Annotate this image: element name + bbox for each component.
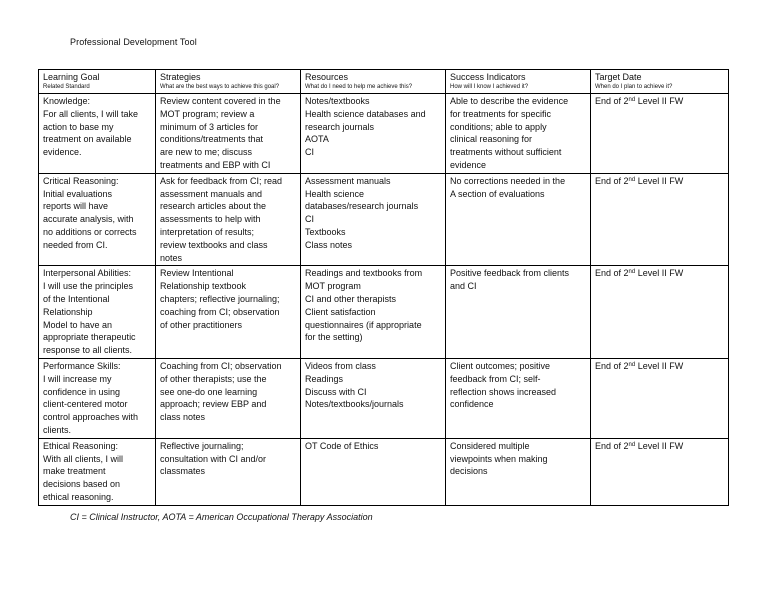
cell-line: Considered multiple bbox=[450, 440, 530, 451]
cell-line: and CI bbox=[450, 281, 477, 292]
learning-goal-cell bbox=[39, 173, 156, 266]
professional-development-table bbox=[38, 69, 729, 506]
success-indicators-cell bbox=[446, 358, 591, 438]
cell-line: feedback from CI; self- bbox=[450, 373, 541, 384]
cell-line: decisions bbox=[450, 466, 488, 477]
subheader-resources: What do I need to help me achieve this? bbox=[301, 83, 446, 94]
target-date-ordinal: nd bbox=[628, 361, 636, 368]
cell-line: Textbooks bbox=[305, 226, 346, 237]
cell-line: conditions; able to apply bbox=[450, 121, 547, 132]
header-success-indicators: Success Indicators bbox=[446, 70, 591, 84]
header-target-date: Target Date bbox=[591, 70, 729, 84]
cell-line: I will increase my bbox=[43, 373, 112, 384]
cell-line: coaching from CI; observation bbox=[160, 306, 280, 317]
success-indicators-cell bbox=[446, 94, 591, 174]
success-indicators-cell bbox=[446, 266, 591, 359]
cell-line: Knowledge: bbox=[43, 96, 91, 106]
header-learning-goal: Learning Goal bbox=[39, 70, 156, 84]
resources-cell bbox=[301, 358, 446, 438]
cell-line: evidence bbox=[450, 159, 487, 170]
cell-line: interpretation of results; bbox=[160, 226, 255, 237]
cell-line: assessment manuals and bbox=[160, 188, 263, 199]
cell-line: OT Code of Ethics bbox=[305, 440, 379, 451]
strategies-cell bbox=[156, 94, 301, 174]
target-date-ordinal: nd bbox=[628, 441, 636, 448]
cell-line: Reflective journaling; bbox=[160, 440, 244, 451]
target-date-suffix: Level II FW bbox=[635, 440, 684, 451]
target-date-ordinal: nd bbox=[628, 97, 636, 103]
resources-cell bbox=[301, 94, 446, 174]
table-row bbox=[39, 358, 729, 438]
cell-line: see one-do one learning bbox=[160, 386, 258, 397]
cell-line: Videos from class bbox=[305, 360, 376, 371]
success-indicators-cell bbox=[446, 438, 591, 505]
target-date-cell bbox=[591, 266, 729, 359]
target-date-prefix: End of 2 bbox=[595, 268, 629, 279]
cell-line: viewpoints when making bbox=[450, 453, 548, 464]
cell-line: MOT program bbox=[305, 281, 361, 292]
cell-line: response to all clients. bbox=[43, 345, 133, 356]
cell-line: databases/research journals bbox=[305, 201, 419, 212]
target-date-text bbox=[595, 95, 725, 108]
target-date-ordinal: nd bbox=[628, 176, 636, 183]
resources-cell bbox=[301, 438, 446, 505]
learning-goal-cell bbox=[39, 358, 156, 438]
strategies-cell bbox=[156, 266, 301, 359]
cell-line: action to base my bbox=[43, 121, 114, 132]
cell-line: Review Intentional bbox=[160, 268, 234, 279]
cell-line: research articles about the bbox=[160, 201, 267, 212]
target-date-text bbox=[595, 175, 725, 188]
success-indicators-cell bbox=[446, 173, 591, 266]
cell-line: Relationship bbox=[43, 306, 93, 317]
table-row bbox=[39, 173, 729, 266]
cell-line: treatments without sufficient bbox=[450, 147, 562, 158]
cell-line: class notes bbox=[160, 412, 206, 423]
cell-line: No corrections needed in the bbox=[450, 175, 566, 186]
cell-line: Health science databases and bbox=[305, 108, 426, 119]
cell-line: needed from CI. bbox=[43, 239, 108, 250]
cell-line: Readings bbox=[305, 373, 344, 384]
cell-line: A section of evaluations bbox=[450, 188, 545, 199]
strategies-cell bbox=[156, 173, 301, 266]
footnote: CI = Clinical Instructor, AOTA = American Occupational Therapy Association bbox=[70, 512, 373, 522]
cell-line: Review content covered in the bbox=[160, 96, 281, 106]
cell-line: for the setting) bbox=[305, 332, 363, 343]
cell-line: AOTA bbox=[305, 134, 329, 145]
cell-line: Notes/textbooks/journals bbox=[305, 399, 404, 410]
cell-line: Performance Skills: bbox=[43, 360, 121, 371]
cell-line: treatment on available bbox=[43, 134, 132, 145]
strategies-cell bbox=[156, 438, 301, 505]
cell-line: of other practitioners bbox=[160, 319, 243, 330]
cell-line: clinical reasoning for bbox=[450, 134, 533, 145]
target-date-prefix: End of 2 bbox=[595, 96, 629, 106]
cell-line: Assessment manuals bbox=[305, 175, 391, 186]
target-date-suffix: Level II FW bbox=[635, 175, 684, 186]
cell-line: of the Intentional bbox=[43, 293, 110, 304]
cell-line: MOT program; review a bbox=[160, 108, 255, 119]
cell-line: ethical reasoning. bbox=[43, 491, 114, 502]
cell-line: review textbooks and class bbox=[160, 239, 268, 250]
learning-goal-cell bbox=[39, 94, 156, 174]
cell-line: Coaching from CI; observation bbox=[160, 360, 282, 371]
cell-line: Critical Reasoning: bbox=[43, 175, 119, 186]
header-row bbox=[39, 70, 729, 84]
cell-line: chapters; reflective journaling; bbox=[160, 293, 280, 304]
cell-line: Relationship textbook bbox=[160, 281, 247, 292]
target-date-suffix: Level II FW bbox=[635, 96, 684, 106]
target-date-suffix: Level II FW bbox=[635, 360, 684, 371]
cell-line: classmates bbox=[160, 466, 206, 477]
cell-line: accurate analysis, with bbox=[43, 214, 134, 225]
cell-line: approach; review EBP and bbox=[160, 399, 267, 410]
cell-line: evidence. bbox=[43, 147, 82, 158]
cell-line: CI and other therapists bbox=[305, 293, 397, 304]
subheader-strategies: What are the best ways to achieve this goal? bbox=[156, 83, 301, 94]
cell-line: Ethical Reasoning: bbox=[43, 440, 119, 451]
table-row bbox=[39, 438, 729, 505]
target-date-text bbox=[595, 360, 725, 373]
cell-line: Initial evaluations bbox=[43, 188, 113, 199]
cell-line: Client satisfaction bbox=[305, 306, 376, 317]
resources-cell bbox=[301, 173, 446, 266]
cell-line: treatments and EBP with CI bbox=[160, 159, 271, 170]
cell-line: Discuss with CI bbox=[305, 386, 367, 397]
subheader-row bbox=[39, 83, 729, 94]
table-row bbox=[39, 94, 729, 174]
learning-goal-cell bbox=[39, 438, 156, 505]
target-date-text bbox=[595, 267, 725, 280]
cell-line: Client outcomes; positive bbox=[450, 360, 551, 371]
cell-line: are new to me; discuss bbox=[160, 147, 253, 158]
target-date-prefix: End of 2 bbox=[595, 440, 629, 451]
cell-line: For all clients, I will take bbox=[43, 108, 139, 119]
cell-line: for treatments for specific bbox=[450, 108, 552, 119]
target-date-cell bbox=[591, 438, 729, 505]
cell-line: consultation with CI and/or bbox=[160, 453, 267, 464]
cell-line: Able to describe the evidence bbox=[450, 96, 569, 106]
cell-line: research journals bbox=[305, 121, 375, 132]
cell-line: decisions based on bbox=[43, 479, 121, 490]
document-title: Professional Development Tool bbox=[70, 37, 197, 47]
cell-line: confidence in using bbox=[43, 386, 121, 397]
cell-line: notes bbox=[160, 252, 183, 263]
learning-goal-cell bbox=[39, 266, 156, 359]
table-row bbox=[39, 266, 729, 359]
cell-line: With all clients, I will bbox=[43, 453, 124, 464]
cell-line: CI bbox=[305, 214, 314, 225]
cell-line: control approaches with bbox=[43, 412, 139, 423]
cell-line: assessments to help with bbox=[160, 214, 261, 225]
cell-line: conditions/treatments that bbox=[160, 134, 264, 145]
subheader-target-date: When do I plan to achieve it? bbox=[591, 83, 729, 94]
cell-line: of other therapists; use the bbox=[160, 373, 267, 384]
cell-line: CI bbox=[305, 147, 314, 158]
target-date-cell bbox=[591, 358, 729, 438]
cell-line: client-centered motor bbox=[43, 399, 128, 410]
target-date-cell bbox=[591, 173, 729, 266]
header-strategies: Strategies bbox=[156, 70, 301, 84]
target-date-prefix: End of 2 bbox=[595, 175, 629, 186]
target-date-ordinal: nd bbox=[628, 269, 636, 276]
cell-line: Notes/textbooks bbox=[305, 96, 370, 106]
cell-line: Class notes bbox=[305, 239, 353, 250]
cell-line: appropriate therapeutic bbox=[43, 332, 136, 343]
cell-line: I will use the principles bbox=[43, 281, 134, 292]
target-date-cell bbox=[591, 94, 729, 174]
cell-line: Health science bbox=[305, 188, 365, 199]
resources-cell bbox=[301, 266, 446, 359]
cell-line: Model to have an bbox=[43, 319, 113, 330]
strategies-cell bbox=[156, 358, 301, 438]
cell-line: Ask for feedback from CI; read bbox=[160, 175, 283, 186]
subheader-success-indicators: How will I know I achieved it? bbox=[446, 83, 591, 94]
cell-line: make treatment bbox=[43, 466, 106, 477]
cell-line: clients. bbox=[43, 424, 72, 435]
cell-line: reflection shows increased bbox=[450, 386, 557, 397]
subheader-related-standard: Related Standard bbox=[39, 83, 156, 94]
header-resources: Resources bbox=[301, 70, 446, 84]
cell-line: reports will have bbox=[43, 201, 109, 212]
cell-line: Readings and textbooks from bbox=[305, 268, 423, 279]
cell-line: questionnaires (if appropriate bbox=[305, 319, 422, 330]
target-date-suffix: Level II FW bbox=[635, 268, 684, 279]
cell-line: minimum of 3 articles for bbox=[160, 121, 259, 132]
cell-line: confidence bbox=[450, 399, 494, 410]
target-date-text bbox=[595, 440, 725, 453]
cell-line: Positive feedback from clients bbox=[450, 268, 570, 279]
cell-line: Interpersonal Abilities: bbox=[43, 268, 132, 279]
target-date-prefix: End of 2 bbox=[595, 360, 629, 371]
cell-line: no additions or corrects bbox=[43, 226, 137, 237]
